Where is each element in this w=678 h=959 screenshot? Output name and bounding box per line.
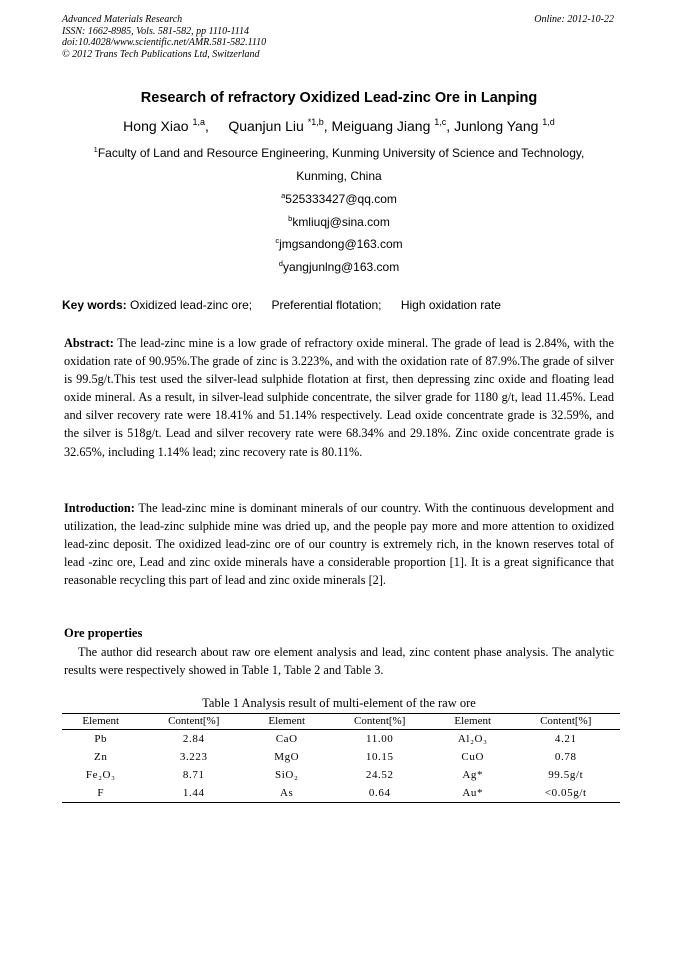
table-row <box>62 766 620 784</box>
author-affiliation-mark: *1,b <box>307 117 324 127</box>
column-header: Element <box>248 714 325 730</box>
keywords <box>62 298 501 312</box>
table-cell: F <box>62 784 139 803</box>
abstract-label: Abstract: <box>64 336 114 350</box>
table-cell: 24.52 <box>365 768 394 781</box>
table-header-row <box>62 714 620 730</box>
header-issn: ISSN: 1662-8985, Vols. 581-582, pp 1110-1114 <box>62 25 250 37</box>
keyword: Oxidized lead-zinc ore; <box>130 298 253 312</box>
table-row <box>62 784 620 803</box>
table-cell: 2.84 <box>182 732 205 745</box>
keywords-label: Key words: <box>62 298 127 312</box>
table-cell: Zn <box>94 750 108 763</box>
table-cell: 0.78 <box>554 750 577 763</box>
email-line: $^c$jmgsandong@163.com <box>275 236 403 251</box>
abstract-text: The lead-zinc mine is a low grade of refractory oxide mineral. The grade of lead is 2.84%, with the oxidation rate of 90.95%.The grade of zinc is 3.223%, and with the oxidation rate of 87.9%.The grade of silver is 99.5g/t.This test used the silver-lead sulphide flotation at first, then depressing zinc oxide and floating lead oxide mineral. As a result, in silver-lead sulphide concentrate, the silver grade for 1180 g/t, lead 11.45%. Lead and silver recovery rate were 18.41% and 51.14% respectively. Lead oxide concentrate grade is 32.59%, and the silver is 518g/t. Lead and silver recovery rate were 68.34% and 29.18%. Zinc oxide concentrate grade is 32.65%, including 1.14% lead; zinc recovery rate is 80.11%. <box>64 336 614 459</box>
author-list: Hong Xiao $^{1,a}$, Quanjun Liu $^{*1,b}$, Meiguang Jiang $^{1,c}$, Junlong Yang $^{1,d}$ <box>123 117 555 134</box>
email-line: $^d$yangjunlng@163.com <box>278 259 400 274</box>
column-header: Element <box>434 714 511 730</box>
table-cell: 3.223 <box>179 750 208 763</box>
author-affiliation-mark: 1,c <box>434 117 447 127</box>
table-cell: As <box>248 784 325 803</box>
author-name: Meiguang Jiang <box>331 118 431 134</box>
table-cell: Pb <box>94 732 108 745</box>
table-cell: 4.21 <box>554 732 577 745</box>
table-row <box>62 730 620 749</box>
table-cell: 0.64 <box>325 784 434 803</box>
table-cell: Ag* <box>462 768 484 781</box>
keyword: Preferential flotation; <box>271 298 382 312</box>
keyword: High oxidation rate <box>400 298 501 312</box>
abstract <box>64 334 614 461</box>
table-cell: SiO₂ <box>275 768 299 781</box>
table-cell: Fe₂O₃ <box>85 768 116 781</box>
email-line: $^a$525333427@qq.com <box>281 191 397 206</box>
table-cell: 99.5g/t <box>548 768 584 781</box>
element-analysis-table <box>62 713 620 803</box>
column-header: Element <box>62 714 139 730</box>
email-link[interactable]: kmliuqj@sina.com <box>292 215 390 229</box>
table-cell: 8.71 <box>182 768 205 781</box>
paper-title: Research of refractory Oxidized Lead-zinc Ore in Lanping <box>140 90 538 106</box>
table-caption: Table 1 Analysis result of multi-element of the raw ore <box>202 696 476 710</box>
table-cell: 10.15 <box>365 750 394 763</box>
column-header: Content[%] <box>139 714 248 730</box>
affiliation-line-1: $^1$Faculty of Land and Resource Engineering, Kunming University of Science and Technology, <box>93 145 585 160</box>
table-cell: Al₂O₃ <box>457 732 488 745</box>
introduction-label: Introduction: <box>64 501 135 515</box>
header-doi: doi:10.4028/www.scientific.net/AMR.581-582.1110 <box>62 37 267 48</box>
table-cell: CuO <box>461 750 484 763</box>
email-link[interactable]: 525333427@qq.com <box>285 192 397 206</box>
header-online-date: Online: 2012-10-22 <box>534 14 614 25</box>
header-copyright: © 2012 Trans Tech Publications Ltd, Switzerland <box>62 48 260 60</box>
table-cell: 1.44 <box>139 784 248 803</box>
introduction <box>64 499 614 589</box>
table-cell: 11.00 <box>366 732 394 745</box>
header-journal-name: Advanced Materials Research <box>62 14 183 25</box>
author-affiliation-mark: 1,d <box>542 117 555 127</box>
email-link[interactable]: yangjunlng@163.com <box>282 260 400 274</box>
column-header: Content[%] <box>511 714 620 730</box>
author-name: Junlong Yang <box>454 118 539 134</box>
introduction-text: The lead-zinc mine is dominant minerals of our country. With the continuous development and utilization, the lead-zinc sulphide mine was dried up, and the people pay more and more attention to oxidized lead-zinc deposit. The oxidized lead-zinc ore of our country is extremely rich, in the known reserves total of lead -zinc ore, Lead and zinc oxide minerals have a considerable proportion [1]. It is a great significance that reasonable recycling this part of lead and zinc oxide minerals [2]. <box>64 501 615 588</box>
table-cell: MgO <box>274 750 300 763</box>
author-name: Quanjun Liu <box>228 118 304 134</box>
table-cell: CaO <box>275 732 298 745</box>
email-link[interactable]: jmgsandong@163.com <box>279 237 403 251</box>
table-row <box>62 748 620 766</box>
journal-header <box>62 14 266 60</box>
section-heading-ore-properties: Ore properties <box>64 626 143 640</box>
author-name: Hong Xiao <box>123 118 189 134</box>
table-cell: <0.05g/t <box>511 784 620 803</box>
affiliation-line-2: Kunming, China <box>296 169 382 183</box>
column-header: Content[%] <box>325 714 434 730</box>
table-cell: Au* <box>434 784 511 803</box>
email-line: $^b$kmliuqj@sina.com <box>288 214 390 229</box>
ore-properties-text: The author did research about raw ore element analysis and lead, zinc content phase analysis. The analytic results were respectively showed in Table 1, Table 2 and Table 3. <box>64 645 614 678</box>
author-affiliation-mark: 1,a <box>192 117 205 127</box>
